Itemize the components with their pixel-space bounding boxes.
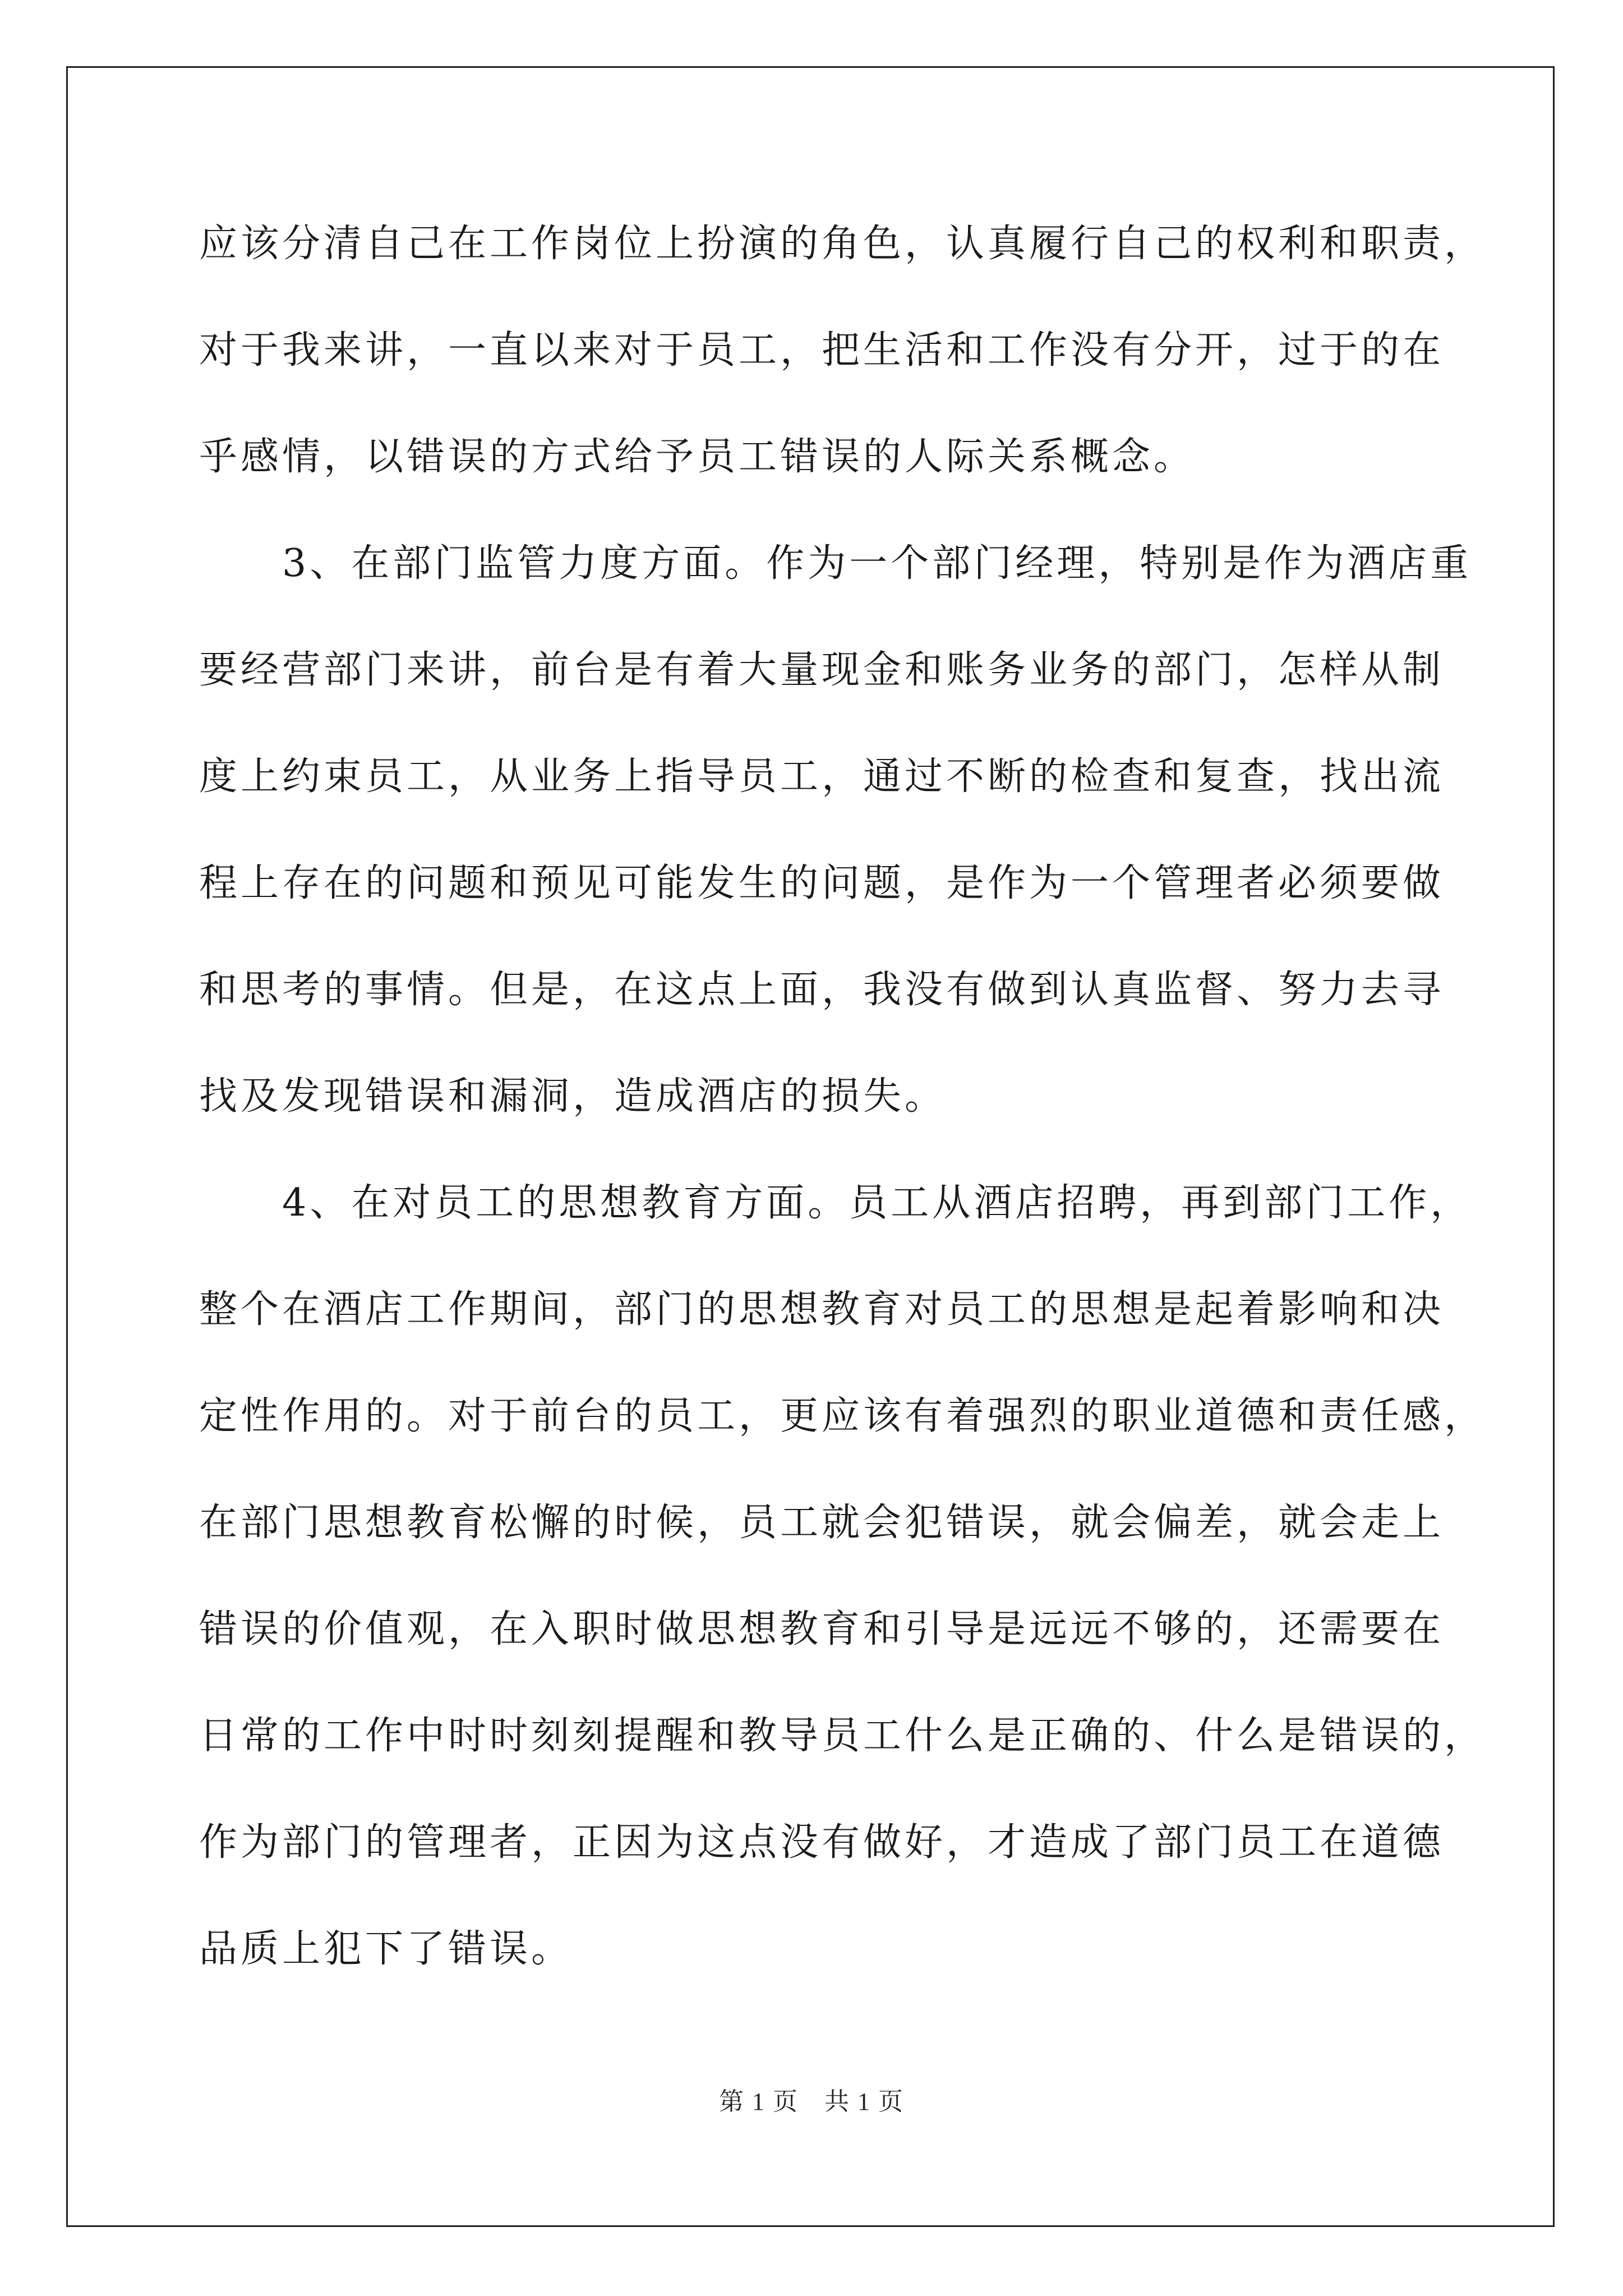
text-line: 和思考的事情。但是，在这点上面，我没有做到认真监督、努力去寻	[199, 968, 1445, 1012]
text-line: 4、在对员工的思想教育方面。员工从酒店招聘，再到部门工作，	[199, 1181, 1472, 1225]
text-line: 应该分清自己在工作岗位上扮演的角色，认真履行自己的权利和职责，	[199, 222, 1486, 266]
text-line: 对于我来讲，一直以来对于员工，把生活和工作没有分开，过于的在	[199, 328, 1445, 372]
text-line: 日常的工作中时时刻刻提醒和教导员工什么是正确的、什么是错误的，	[199, 1714, 1486, 1758]
page-number-footer: 第 1 页 共 1 页	[719, 2088, 904, 2115]
text-line: 度上约束员工，从业务上指导员工，通过不断的检查和复查，找出流	[199, 754, 1445, 799]
text-line: 3、在部门监管力度方面。作为一个部门经理，特别是作为酒店重	[199, 541, 1472, 586]
document-body	[199, 191, 1486, 2003]
text-line: 乎感情，以错误的方式给予员工错误的人际关系概念。	[199, 435, 1196, 479]
text-line: 定性作用的。对于前台的员工，更应该有着强烈的职业道德和责任感，	[199, 1394, 1486, 1438]
text-line: 错误的价值观，在入职时做思想教育和引导是远远不够的，还需要在	[199, 1607, 1445, 1651]
text-line: 作为部门的管理者，正因为这点没有做好，才造成了部门员工在道德	[199, 1820, 1445, 1865]
text-line: 程上存在的问题和预见可能发生的问题，是作为一个管理者必须要做	[199, 861, 1445, 905]
text-line: 找及发现错误和漏洞，造成酒店的损失。	[199, 1074, 947, 1119]
text-line: 品质上犯下了错误。	[199, 1927, 573, 1971]
text-line: 要经营部门来讲，前台是有着大量现金和账务业务的部门，怎样从制	[199, 648, 1445, 692]
text-line: 在部门思想教育松懈的时候，员工就会犯错误，就会偏差，就会走上	[199, 1501, 1445, 1545]
text-line: 整个在酒店工作期间，部门的思想教育对员工的思想是起着影响和决	[199, 1287, 1445, 1332]
